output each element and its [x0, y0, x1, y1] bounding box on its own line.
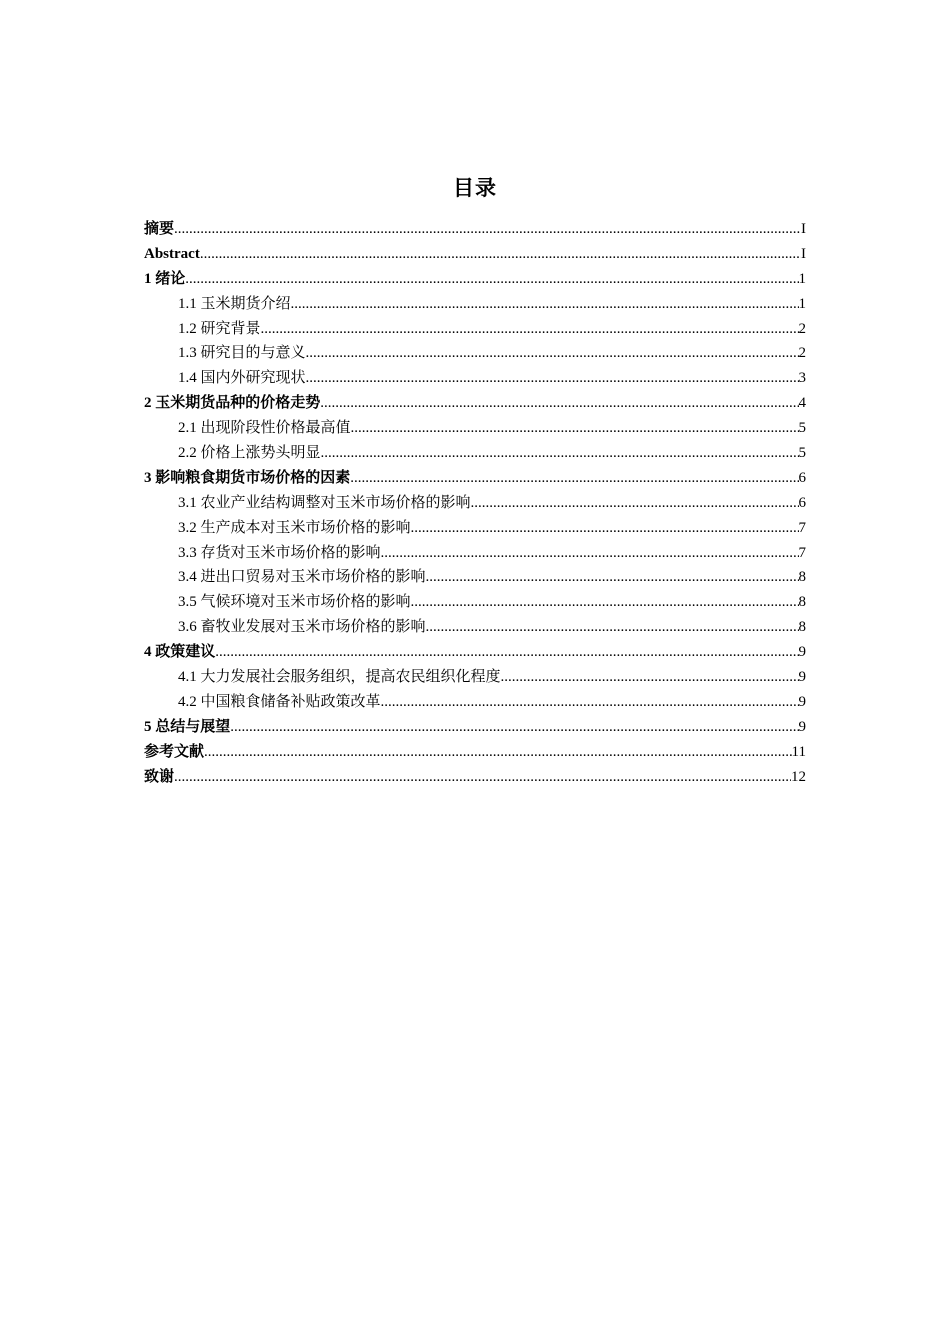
toc-entry[interactable]: [144, 242, 806, 267]
toc-entry-title: 3.3 存货对玉米市场价格的影响: [178, 544, 381, 561]
toc-entry-page-number: 9: [798, 669, 806, 686]
toc-entry[interactable]: [144, 267, 806, 292]
toc-entry[interactable]: [144, 317, 806, 342]
toc-entry-page-number: 8: [798, 569, 806, 586]
toc-entry-title: 3.1 农业产业结构调整对玉米市场价格的影响: [178, 494, 471, 511]
toc-entry-title: 3.2 生产成本对玉米市场价格的影响: [178, 519, 411, 536]
toc-title: 目录: [453, 176, 497, 200]
toc-entry-page-number: 7: [798, 519, 806, 536]
toc-entry-page-number: 3: [798, 370, 806, 387]
toc-entry-page-number: 7: [798, 544, 806, 561]
toc-entry-page-number: 8: [798, 594, 806, 611]
toc-entry[interactable]: [144, 491, 806, 516]
toc-entry-page-number: 1: [798, 270, 806, 287]
toc-entry-title: 5 总结与展望: [144, 718, 231, 735]
toc-entry-title: 摘要: [144, 221, 175, 237]
toc-entry-page-number: 9: [798, 693, 806, 710]
toc-entry-page-number: 2: [798, 345, 806, 362]
toc-entry-title: 2 玉米期货品种的价格走势: [144, 395, 321, 412]
toc-dot-leader: [501, 665, 799, 690]
toc-dot-leader: [381, 690, 799, 715]
toc-entry[interactable]: [144, 715, 806, 740]
toc-entry-page-number: 9: [798, 644, 806, 661]
toc-dot-leader: [306, 366, 799, 391]
toc-entry[interactable]: [144, 217, 806, 242]
toc-dot-leader: [351, 416, 799, 441]
toc-entry-page-number: 9: [798, 718, 806, 735]
toc-entry-page-number: 8: [798, 619, 806, 636]
toc-entry[interactable]: [144, 341, 806, 366]
table-of-contents: [144, 217, 806, 789]
toc-dot-leader: [381, 541, 799, 566]
toc-entry[interactable]: [144, 740, 806, 765]
toc-dot-leader: [185, 267, 798, 292]
toc-entry[interactable]: [144, 466, 806, 491]
toc-entry-page-number: 12: [791, 768, 806, 785]
toc-dot-leader: [306, 341, 799, 366]
toc-entry-title: 3 影响粮食期货市场价格的因素: [144, 469, 351, 486]
toc-dot-leader: [261, 317, 799, 342]
toc-entry-title: 致谢: [144, 768, 175, 785]
toc-entry[interactable]: [144, 665, 806, 690]
toc-dot-leader: [350, 466, 798, 491]
toc-entry-page-number: I: [801, 245, 806, 262]
toc-dot-leader: [204, 740, 792, 765]
toc-entry[interactable]: [144, 615, 806, 640]
toc-entry-title: 3.5 气候环境对玉米市场价格的影响: [178, 594, 411, 611]
toc-entry-title: Abstract: [144, 245, 200, 262]
toc-dot-leader: [426, 565, 799, 590]
toc-dot-leader: [174, 765, 791, 790]
toc-entry-title: 2.2 价格上涨势头明显: [178, 445, 321, 462]
toc-entry-title: 4.1 大力发展社会服务组织，提高农民组织化程度: [178, 669, 501, 686]
toc-entry-title: 1.4 国内外研究现状: [178, 370, 306, 387]
toc-dot-leader: [320, 391, 798, 416]
toc-entry[interactable]: [144, 690, 806, 715]
toc-entry[interactable]: [144, 416, 806, 441]
toc-dot-leader: [230, 715, 798, 740]
toc-entry[interactable]: [144, 541, 806, 566]
toc-dot-leader: [321, 441, 799, 466]
toc-dot-leader: [174, 217, 801, 242]
toc-entry-title: 1 绪论: [144, 270, 186, 287]
toc-dot-leader: [411, 590, 799, 615]
toc-entry[interactable]: [144, 391, 806, 416]
toc-entry-page-number: 2: [798, 320, 806, 337]
toc-entry-page-number: I: [801, 221, 806, 237]
toc-entry-page-number: 6: [798, 469, 806, 486]
toc-entry-title: 2.1 出现阶段性价格最高值: [178, 420, 351, 437]
toc-entry-page-number: 5: [798, 420, 806, 437]
toc-dot-leader: [291, 292, 799, 317]
toc-entry[interactable]: [144, 565, 806, 590]
toc-dot-leader: [200, 242, 801, 267]
toc-dot-leader: [471, 491, 799, 516]
toc-dot-leader: [215, 640, 798, 665]
toc-entry[interactable]: [144, 590, 806, 615]
toc-entry-title: 3.6 畜牧业发展对玉米市场价格的影响: [178, 619, 426, 636]
toc-entry-page-number: 6: [798, 494, 806, 511]
toc-entry[interactable]: [144, 516, 806, 541]
toc-entry[interactable]: [144, 765, 806, 790]
toc-entry[interactable]: [144, 292, 806, 317]
toc-entry-page-number: 1: [798, 295, 806, 312]
toc-entry-title: 4 政策建议: [144, 644, 216, 661]
toc-entry[interactable]: [144, 441, 806, 466]
toc-entry-title: 1.3 研究目的与意义: [178, 345, 306, 362]
toc-entry-title: 1.2 研究背景: [178, 320, 261, 337]
toc-entry-title: 1.1 玉米期货介绍: [178, 295, 291, 312]
toc-dot-leader: [426, 615, 799, 640]
toc-entry-title: 参考文献: [144, 743, 205, 760]
toc-entry-page-number: 4: [798, 395, 806, 412]
toc-entry[interactable]: [144, 640, 806, 665]
toc-dot-leader: [411, 516, 799, 541]
toc-entry-title: 3.4 进出口贸易对玉米市场价格的影响: [178, 569, 426, 586]
toc-entry-page-number: 5: [798, 445, 806, 462]
toc-entry[interactable]: [144, 366, 806, 391]
toc-entry-title: 4.2 中国粮食储备补贴政策改革: [178, 693, 381, 710]
toc-entry-page-number: 11: [791, 743, 806, 760]
